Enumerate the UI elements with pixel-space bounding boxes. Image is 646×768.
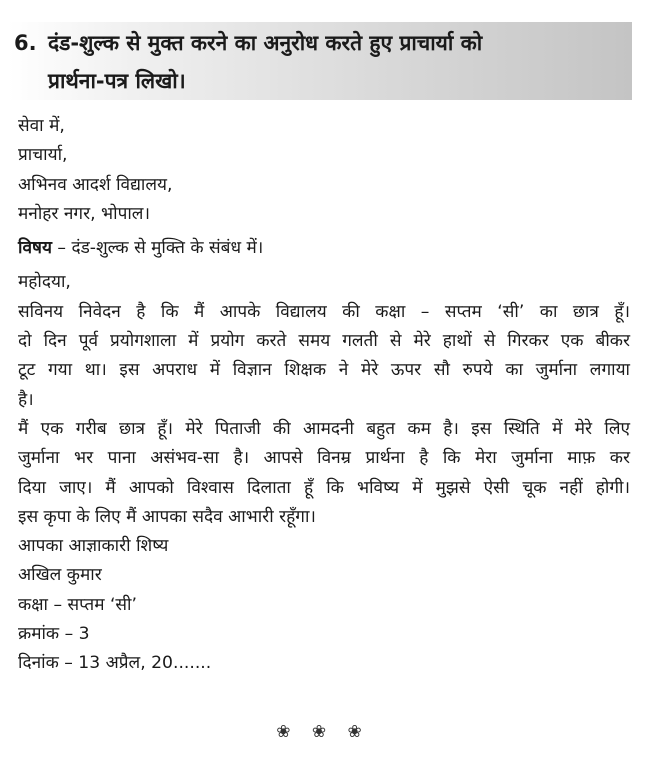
heading-line-1: दंड-शुल्क से मुक्त करने का अनुरोध करते हुए प्राचार्या को [48, 31, 483, 55]
closing-line: आपका आज्ञाकारी शिष्य [18, 536, 169, 557]
paragraph-2-line: जुर्माना भर पाना असंभव-सा है। आपसे विनम्र प्रार्थना है कि मेरा जुर्माना माफ़ कर [18, 448, 630, 469]
paragraph-1-line: टूट गया था। इस अपराध में विज्ञान शिक्षक ने मेरे ऊपर सौ रुपये का जुर्माना लगाया [18, 360, 630, 381]
subject-label: विषय [18, 238, 52, 259]
flower-ornament-icon: ❀ [347, 722, 370, 742]
paragraph-1-line: दो दिन पूर्व प्रयोगशाला में प्रयोग करते समय गलती से मेरे हाथों से गिरकर एक बीकर [18, 331, 630, 352]
closing-line: अखिल कुमार [18, 565, 102, 586]
subject-text: – दंड-शुल्क से मुक्ति के संबंध में। [51, 238, 264, 259]
paragraph-1-line: सविनय निवेदन है कि मैं आपके विद्यालय की कक्षा – सप्तम ‘सी’ का छात्र हूँ। [18, 301, 630, 322]
closing-line: क्रमांक – 3 [18, 624, 90, 645]
subject-line [18, 234, 630, 263]
paragraph-2-line: इस कृपा के लिए मैं आपका सदैव आभारी रहूँगा। [18, 506, 316, 527]
closing-line: दिनांक – 13 अप्रैल, 20....... [18, 653, 212, 674]
flower-ornament-icon: ❀ [276, 722, 299, 742]
heading-line-2: प्रार्थना-पत्र लिखो। [48, 69, 186, 93]
question-number: 6. [14, 31, 37, 55]
letter-body [18, 112, 630, 679]
paragraph-2-line: मैं एक गरीब छात्र हूँ। मेरे पिताजी की आमदनी बहुत कम है। इस स्थिति में मेरे लिए [18, 418, 630, 439]
paragraph-1-line: है। [18, 389, 34, 410]
question-heading [14, 24, 626, 100]
address-line: मनोहर नगर, भोपाल। [18, 203, 150, 224]
address-line: प्राचार्या, [18, 145, 68, 166]
address-line: अभिनव आदर्श विद्यालय, [18, 174, 173, 195]
address-line: सेवा में, [18, 116, 65, 136]
closing-line: कक्षा – सप्तम ‘सी’ [18, 594, 137, 615]
footer-flourish [0, 722, 646, 742]
paragraph-2-line: दिया जाए। मैं आपको विश्वास दिलाता हूँ कि भविष्य में मुझसे ऐसी चूक नहीं होगी। [18, 477, 630, 498]
salutation: महोदया, [18, 272, 71, 293]
flower-ornament-icon: ❀ [311, 722, 335, 742]
